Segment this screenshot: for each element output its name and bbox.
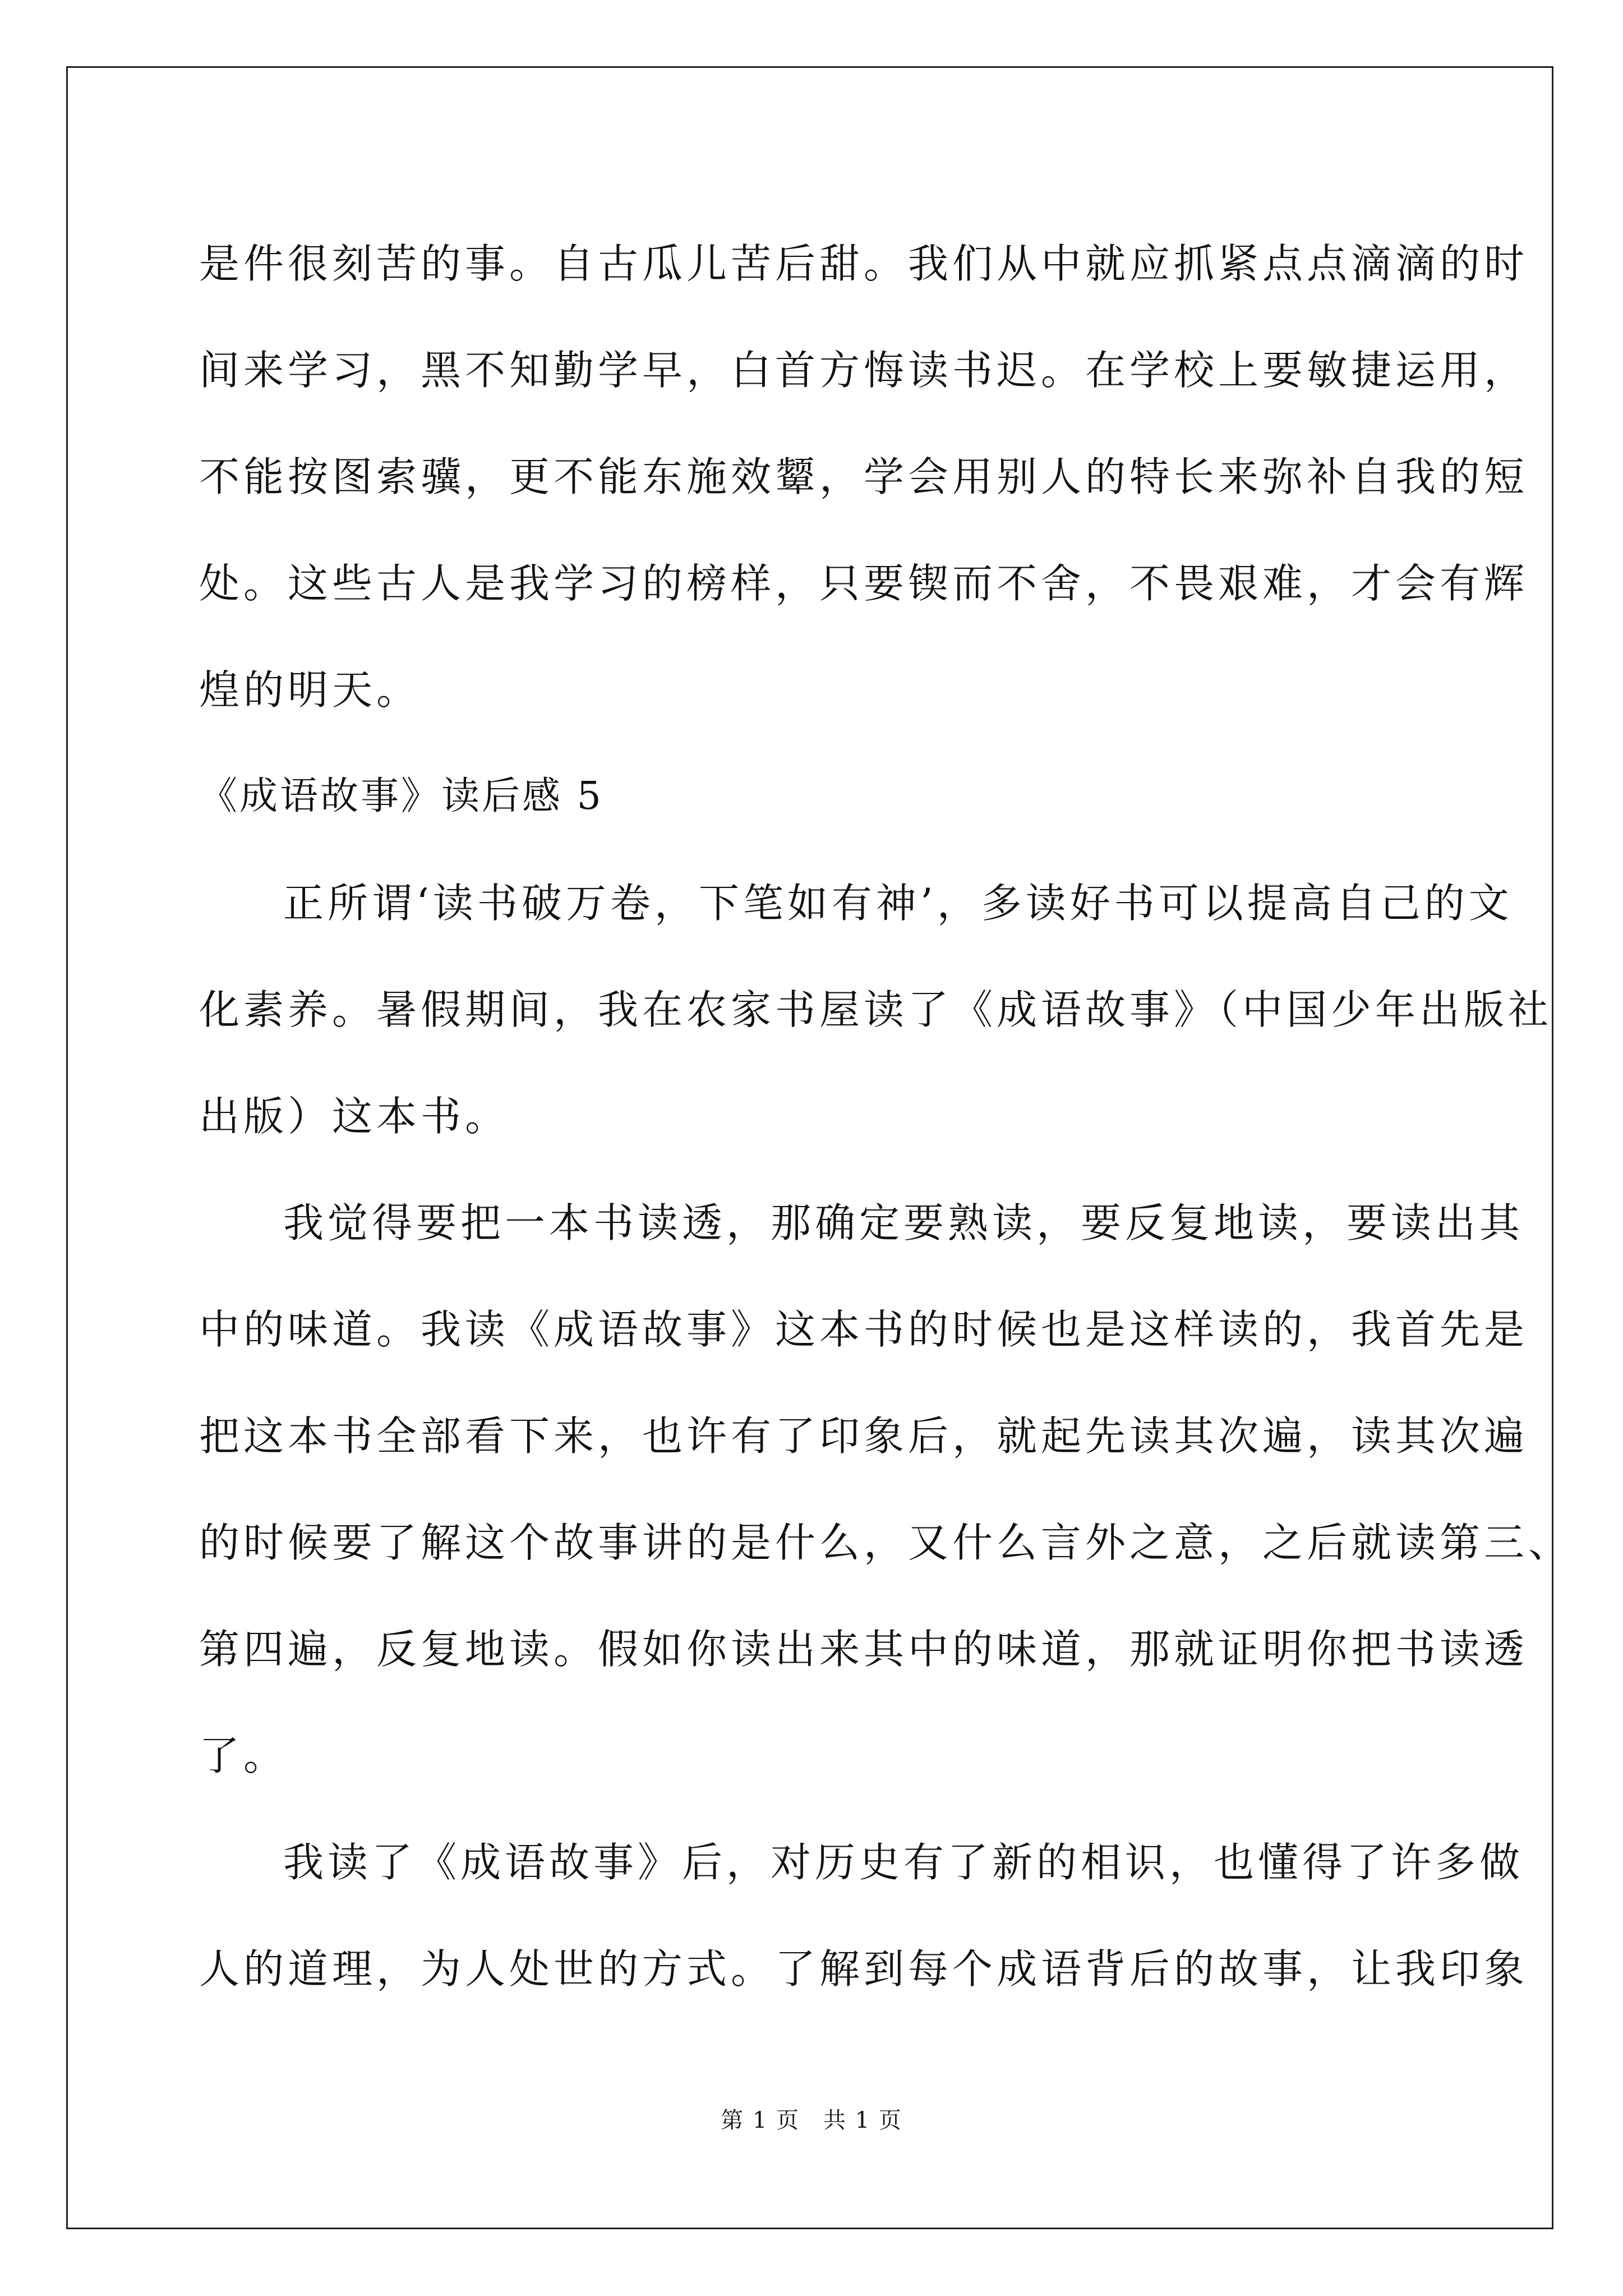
text-line: 是件很刻苦的事。自古瓜儿苦后甜。我们从中就应抓紧点点滴滴的时 bbox=[199, 240, 1529, 287]
paragraph-3 bbox=[199, 1809, 1529, 2022]
text-line: 化素养。暑假期间，我在农家书屋读了《成语故事》（中国少年出版社 bbox=[199, 986, 1553, 1033]
text-line: 第四遍，反复地读。假如你读出来其中的味道，那就证明你把书读透 bbox=[199, 1626, 1529, 1673]
text-line: 煌的明天。 bbox=[199, 666, 421, 714]
text-line: 我读了《成语故事》后，对历史有了新的相识，也懂得了许多做 bbox=[283, 1839, 1524, 1886]
text-line: 出版）这本书。 bbox=[199, 1093, 510, 1140]
text-line: 间来学习，黑不知勤学早，白首方悔读书迟。在学校上要敏捷运用， bbox=[199, 347, 1529, 394]
paragraph-2 bbox=[199, 1170, 1573, 1809]
paragraph-1 bbox=[199, 850, 1553, 1170]
text-line: 的时候要了解这个故事讲的是什么，又什么言外之意，之后就读第三、 bbox=[199, 1519, 1573, 1566]
text-line: 把这本书全部看下来，也许有了印象后，就起先读其次遍，读其次遍 bbox=[199, 1412, 1529, 1460]
paragraph-continuation bbox=[199, 210, 1529, 743]
page-footer: 第 1 页 共 1 页 bbox=[721, 2108, 902, 2133]
text-line: 人的道理，为人处世的方式。了解到每个成语背后的故事，让我印象 bbox=[199, 1945, 1529, 1993]
text-line: 中的味道。我读《成语故事》这本书的时候也是这样读的，我首先是 bbox=[199, 1306, 1529, 1353]
text-line: 处。这些古人是我学习的榜样，只要锲而不舍，不畏艰难，才会有辉 bbox=[199, 560, 1529, 607]
text-line: 了。 bbox=[199, 1732, 288, 1779]
document-body bbox=[199, 210, 1573, 2022]
section-heading: 《成语故事》读后感 5 bbox=[199, 774, 603, 818]
text-line: 正所谓‘读书破万卷，下笔如有神’，多读好书可以提高自己的文 bbox=[283, 880, 1513, 927]
text-line: 不能按图索骥，更不能东施效颦，学会用别人的特长来弥补自我的短 bbox=[199, 453, 1529, 500]
text-line: 我觉得要把一本书读透，那确定要熟读，要反复地读，要读出其 bbox=[283, 1199, 1524, 1246]
